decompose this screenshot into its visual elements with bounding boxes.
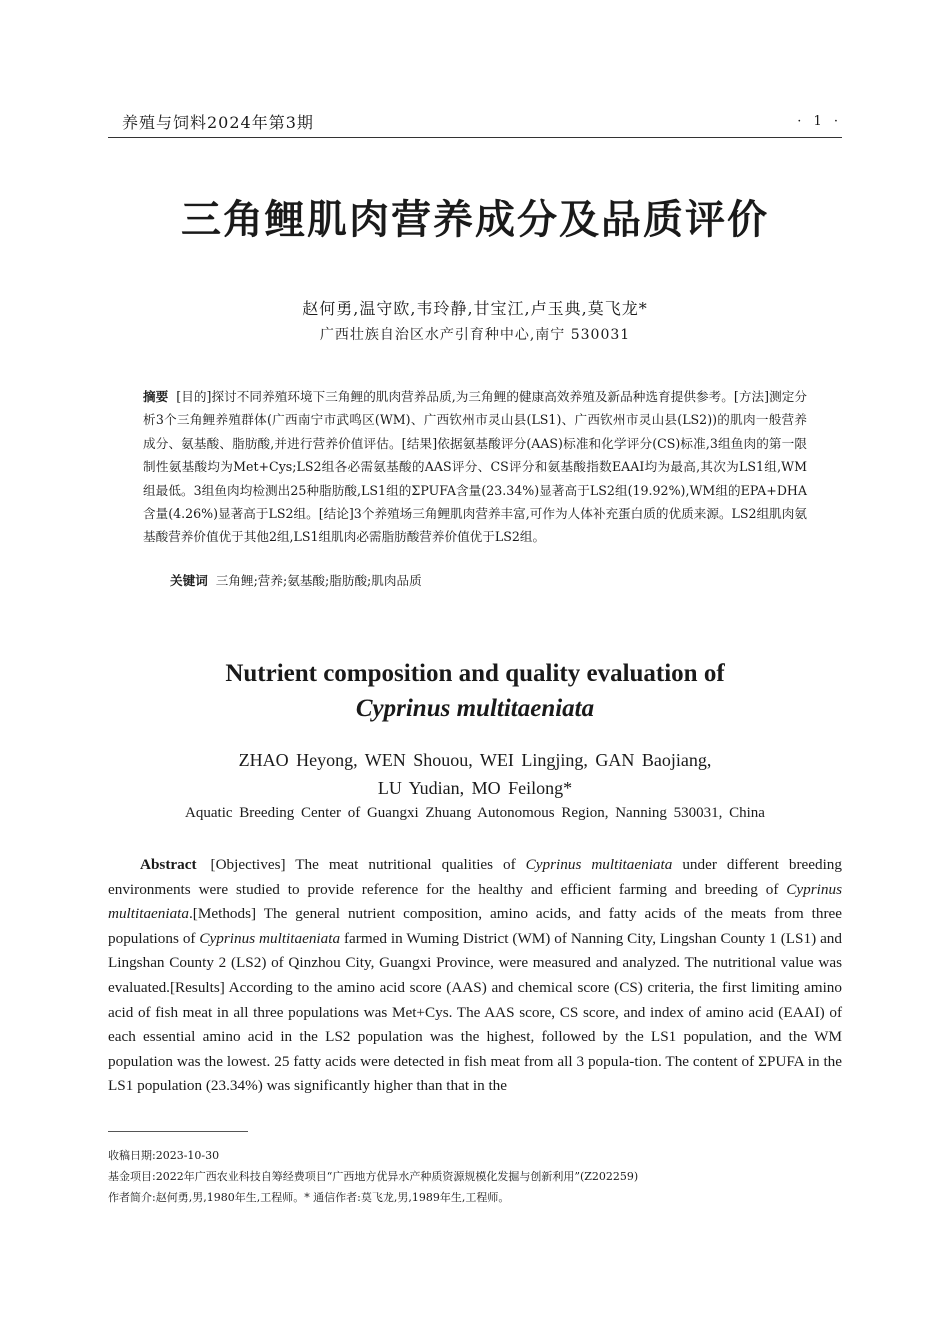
english-abstract-label: Abstract: [140, 856, 197, 873]
english-abstract-segment: [Objectives] The meat nutritional qualities of: [210, 856, 526, 873]
english-authors-line2: LU Yudian, MO Feilong*: [377, 778, 573, 798]
english-title-species: Cyprinus multitaeniata: [355, 695, 595, 722]
footnote-fund: 基金项目:2022年广西农业科技自筹经费项目“广西地方优异水产种质资源规模化发掘与创新利用”(Z202259): [108, 1170, 639, 1183]
page-number: · 1 ·: [797, 114, 842, 129]
english-authors: [0, 746, 950, 802]
english-abstract: [108, 853, 842, 1099]
chinese-keywords-text: 三角鲤;营养;氨基酸;脂肪酸;肌肉品质: [215, 573, 422, 588]
chinese-abstract: [143, 385, 807, 549]
footnotes: [108, 1145, 848, 1208]
english-authors-line1: ZHAO Heyong, WEN Shouou, WEI Lingjing, GAN Baojiang,: [238, 750, 712, 770]
chinese-authors: 赵何勇,温守欧,韦玲静,甘宝江,卢玉典,莫飞龙*: [302, 299, 648, 318]
chinese-keywords: [170, 570, 422, 589]
running-head-journal: 养殖与饲料2024年第3期: [122, 113, 314, 132]
header-rule: [108, 137, 842, 138]
english-title-line1: Nutrient composition and quality evaluation of: [225, 660, 725, 687]
footnote-author-info: 作者简介:赵何勇,男,1980年生,工程师。* 通信作者:莫飞龙,男,1989年生,工程师。: [108, 1191, 510, 1204]
chinese-title: 三角鲤肌肉营养成分及品质评价: [181, 197, 769, 243]
footnote-received: 收稿日期:2023-10-30: [108, 1149, 220, 1162]
chinese-abstract-text: [目的]探讨不同养殖环境下三角鲤的肌肉营养品质,为三角鲤的健康高效养殖及新品种选育提供参考。[方法]测定分析3个三角鲤养殖群体(广西南宁市武鸣区(WM)、广西钦州市灵山县(LS1)、广西钦州市灵山县(LS2))的肌肉一般营养成分、氨基酸、脂肪酸,并进行营养价值评估。[结果]依据氨基酸评分(AAS)标准和化学评分(CS)标准,3组鱼肉的第一限制性氨基酸均为Met+Cys;LS2组各必需氨基酸的AAS评分、CS评分和氨基酸指数EAAI均为最高,其次为LS1组,WM组最低。3组鱼肉均检测出25种脂肪酸,LS1组的ΣPUFA含量(23.34%)显著高于LS2组(19.92%),WM组的EPA+DHA含量(4.26%)显著高于LS2组。[结论]3个养殖场三角鲤肌肉营养丰富,可作为人体补充蛋白质的优质来源。LS2组肌肉氨基酸营养价值优于其他2组,LS1组肌肉必需脂肪酸营养价值优于LS2组。: [143, 389, 808, 545]
english-abstract-segment: under different breeding environments were studied to provide reference for the healthy and efficient farming and breeding of: [108, 856, 842, 898]
species-name: Cyprinus multitaeniata: [525, 856, 673, 873]
footnote-rule: [108, 1131, 248, 1132]
chinese-abstract-label: 摘要: [143, 389, 169, 404]
english-abstract-segment: .[Methods] The general nutrient composition, amino acids, and fatty acids of the meats from three populations of: [108, 905, 842, 947]
english-abstract-segment: farmed in Wuming District (WM) of Nanning City, Lingshan County 1 (LS1) and Lingshan County 2 (LS2) of Qinzhou City, Guangxi Province, were measured and analyzed. The nutritional value was evaluated.[Results] According to the amino acid score (AAS) and chemical score (CS) criteria, the first limiting amino acid of fish meat in all three populations was Met+Cys. The AAS score, CS score, and index of amino acid (EAAI) of each essential amino acid in the LS2 population was the highest, followed by the LS1 population, and the WM population was the lowest. 25 fatty acids were detected in fish meat from all 3 popula-tion. The content of ΣPUFA in the LS1 population (23.34%) was significantly higher than that in the: [108, 929, 842, 1095]
english-affiliation: Aquatic Breeding Center of Guangxi Zhuang Autonomous Region, Nanning 530031, China: [185, 805, 765, 821]
species-name: Cyprinus multitaeniata: [108, 880, 842, 923]
species-name: Cyprinus multitaeniata: [199, 929, 341, 947]
chinese-keywords-label: 关键词: [170, 573, 208, 588]
chinese-affiliation: 广西壮族自治区水产引育种中心,南宁 530031: [319, 327, 631, 343]
english-title: [0, 656, 950, 726]
